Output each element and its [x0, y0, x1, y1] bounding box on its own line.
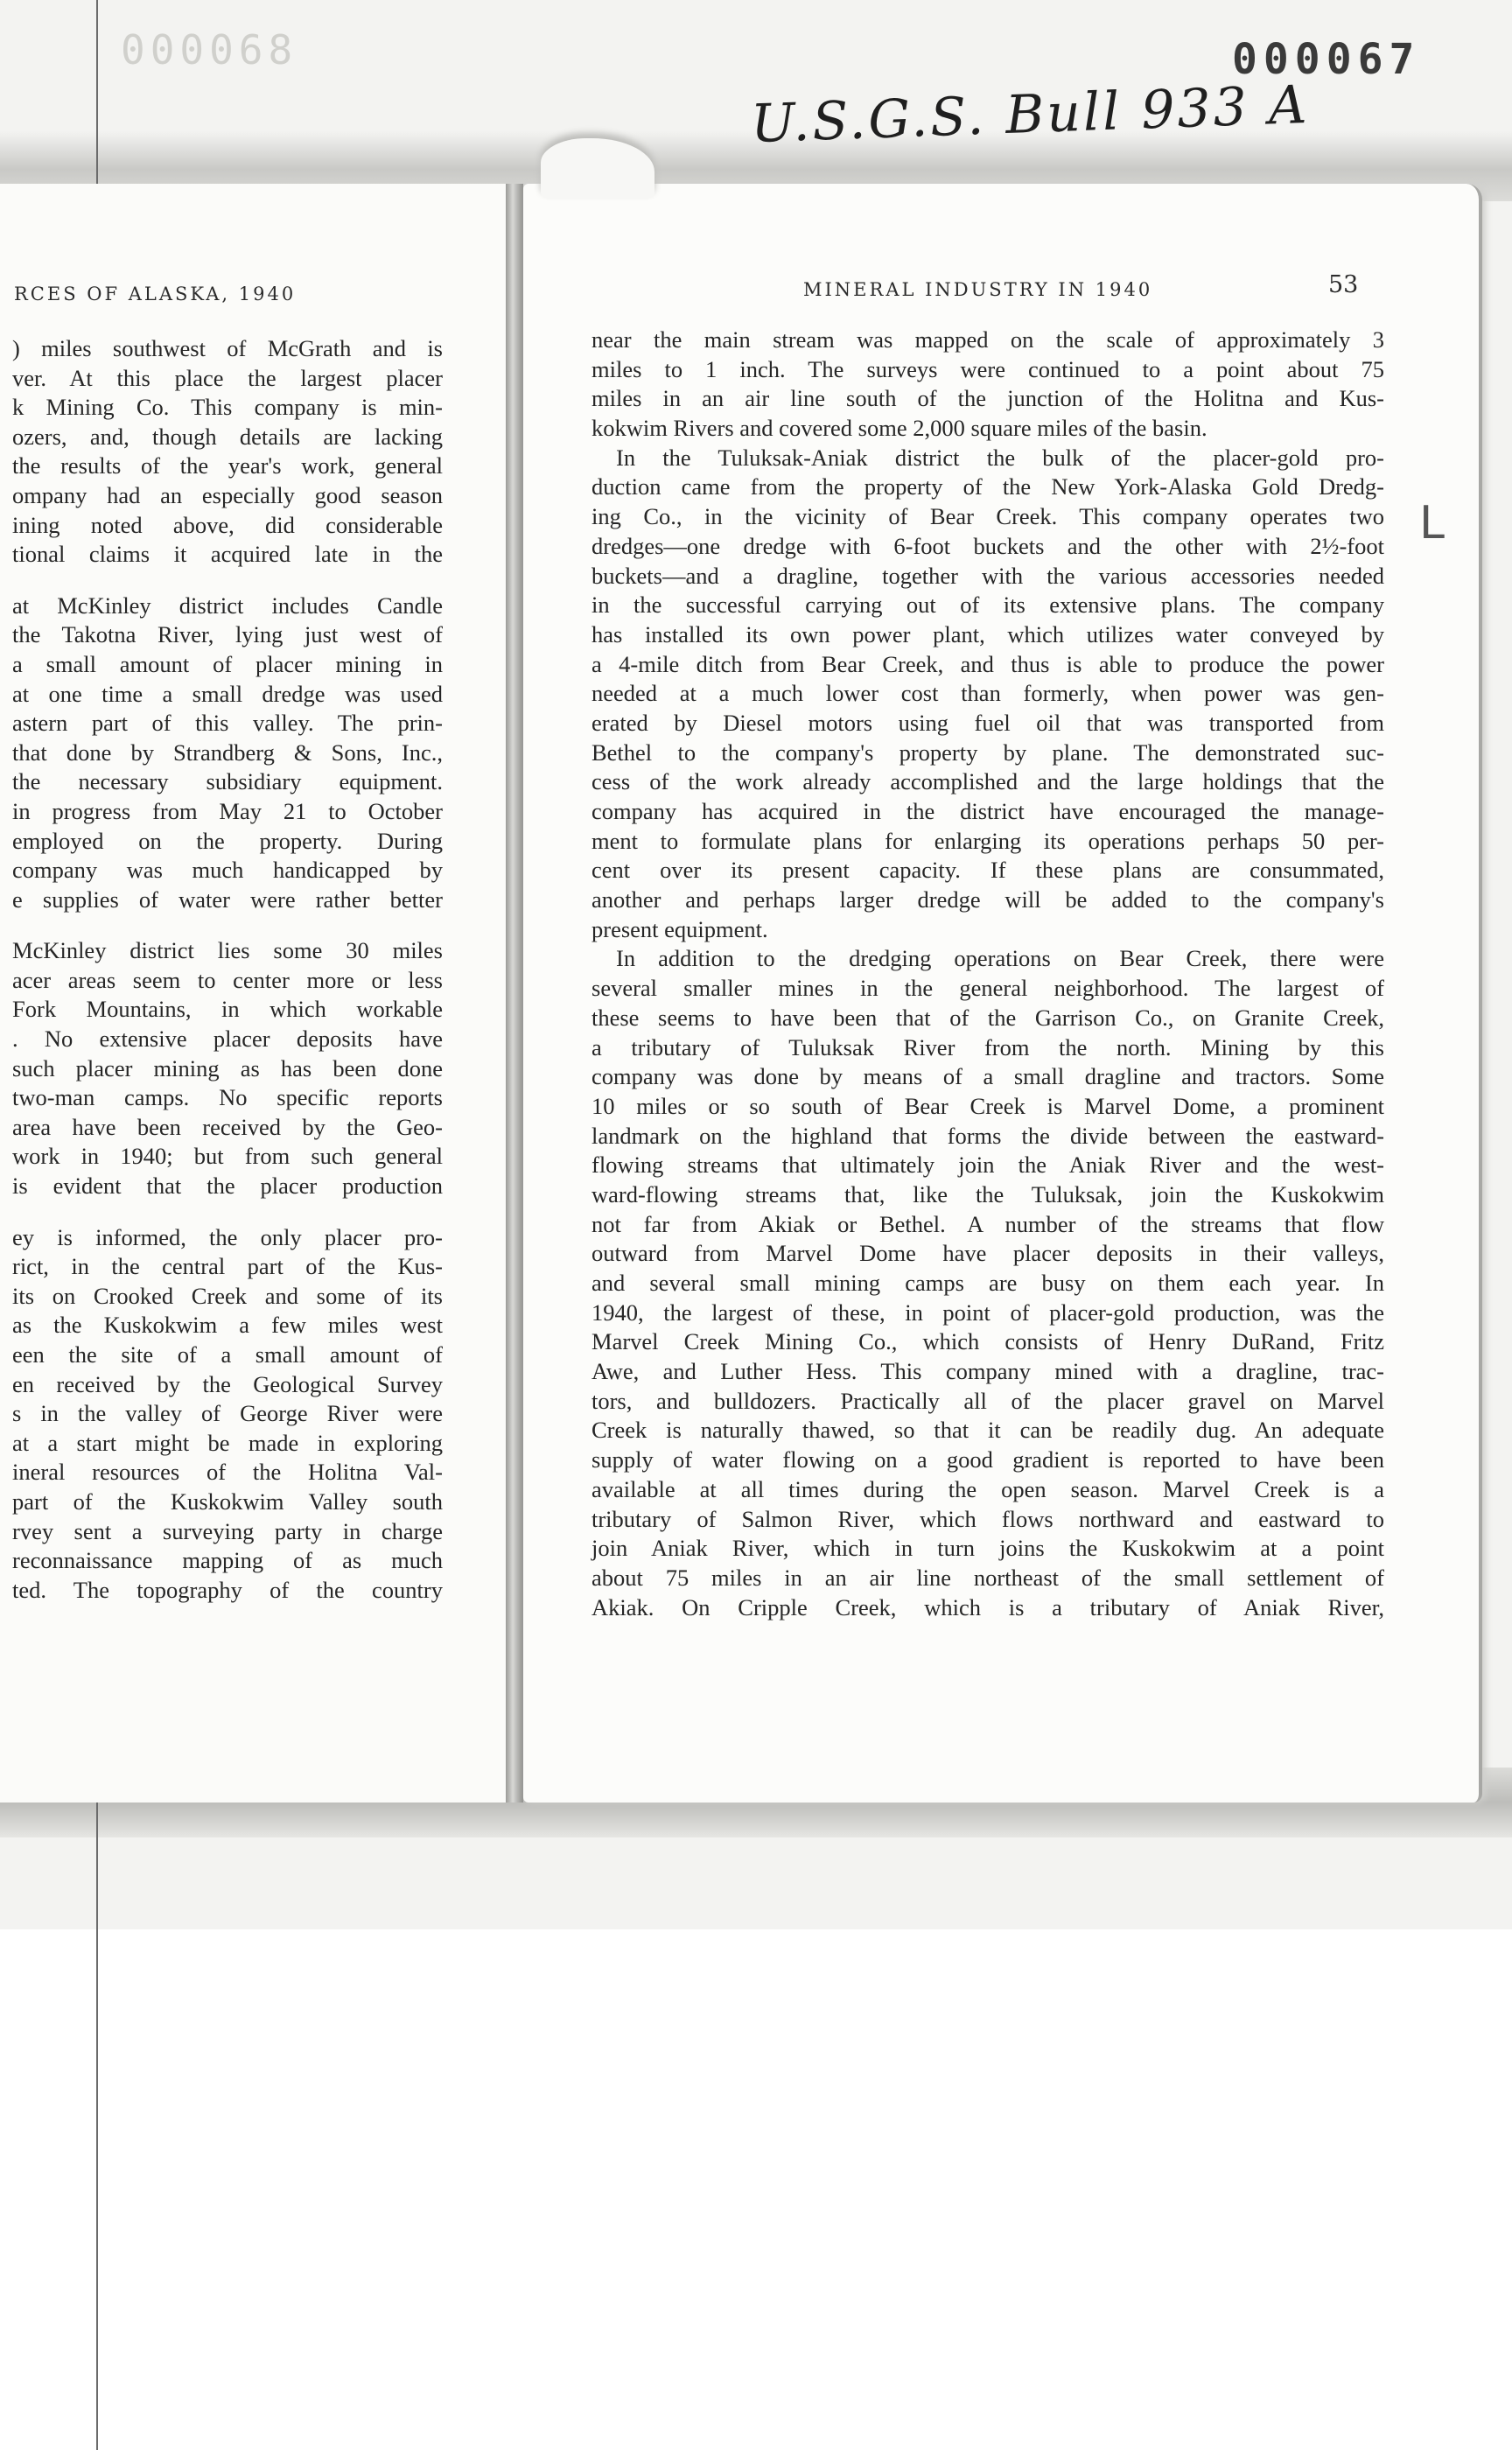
text-line: buckets—and a dragline, together with the various accessories needed	[592, 562, 1384, 589]
text-line: part of the Kuskokwim Valley south	[12, 1488, 443, 1515]
text-line: another and perhaps larger dredge will be added to the company's	[592, 886, 1384, 914]
text-line: s in the valley of George River were	[12, 1400, 443, 1427]
text-line: miles in an air line south of the junction of the Holitna and Kus-	[592, 385, 1384, 412]
text-line: duction came from the property of the New York-Alaska Gold Dredg-	[592, 473, 1384, 500]
text-line: several smaller mines in the general neighborhood. The largest of	[592, 975, 1384, 1002]
text-line: the results of the year's work, general	[12, 452, 443, 480]
text-line: ompany had an especially good season	[12, 481, 443, 508]
text-line: company was much handicapped by	[12, 857, 443, 884]
text-line: kokwim Rivers and covered some 2,000 square miles of the basin.	[592, 415, 1208, 442]
right-running-head: MINERAL INDUSTRY IN 1940	[803, 279, 1153, 300]
text-line: Marvel Creek Mining Co., which consists of Henry DuRand, Fritz	[592, 1328, 1384, 1355]
text-line: In addition to the dredging operations on Bear Creek, there were	[616, 945, 1384, 972]
text-line: the Takotna River, lying just west of	[12, 621, 443, 648]
text-line: rvey sent a surveying party in charge	[12, 1517, 443, 1544]
text-line: tional claims it acquired late in the	[12, 541, 443, 568]
stamp-number: 000067	[1232, 35, 1421, 84]
left-page-text	[12, 334, 443, 1605]
text-line: these seems to have been that of the Garrison Co., on Granite Creek,	[592, 1004, 1384, 1031]
text-line: ing Co., in the vicinity of Bear Creek. This company operates two	[592, 503, 1384, 530]
text-line: is evident that the placer production	[12, 1172, 443, 1200]
text-line: ver. At this place the largest placer	[12, 364, 443, 391]
text-line: such placer mining as has been done	[12, 1054, 443, 1082]
text-line: cess of the work already accomplished and the large holdings that the	[592, 768, 1384, 795]
text-line: at one time a small dredge was used	[12, 680, 443, 707]
text-line: Bethel to the company's property by plane. The demonstrated suc-	[592, 738, 1384, 766]
text-line: not far from Akiak or Bethel. A number of the streams that flow	[592, 1210, 1384, 1237]
book-gutter	[506, 184, 523, 1802]
text-line: flowing streams that ultimately join the Aniak River and the west-	[592, 1152, 1384, 1179]
text-line: employed on the property. During	[12, 827, 443, 854]
text-line: 10 miles or so south of Bear Creek is Marvel Dome, a prominent	[592, 1092, 1384, 1119]
text-line: k Mining Co. This company is min-	[12, 394, 443, 421]
text-line: the necessary subsidiary equipment.	[12, 768, 443, 795]
text-line: a 4-mile ditch from Bear Creek, and thus is able to produce the power	[592, 650, 1384, 677]
text-line: that done by Strandberg & Sons, Inc.,	[12, 738, 443, 766]
text-line: landmark on the highland that forms the divide between the eastward-	[592, 1122, 1384, 1149]
right-page-text	[592, 326, 1384, 1622]
text-line: tors, and bulldozers. Practically all of the placer gravel on Marvel	[592, 1387, 1384, 1414]
text-line: Creek is naturally thawed, so that it can be readily dug. An adequate	[592, 1417, 1384, 1444]
page-number: 53	[1328, 271, 1359, 298]
text-line: miles to 1 inch. The surveys were continued to a point about 75	[592, 355, 1384, 382]
text-line: has installed its own power plant, which utilizes water conveyed by	[592, 620, 1384, 648]
text-line: rict, in the central part of the Kus-	[12, 1253, 443, 1280]
text-line: en received by the Geological Survey	[12, 1370, 443, 1397]
text-line: at a start might be made in exploring	[12, 1429, 443, 1456]
text-line: area have been received by the Geo-	[12, 1113, 443, 1140]
text-line: work in 1940; but from such general	[12, 1143, 443, 1170]
text-line: ted. The topography of the country	[12, 1576, 443, 1603]
text-line: e supplies of water were rather better	[12, 886, 443, 913]
text-line: ining noted above, did considerable	[12, 511, 443, 538]
text-line: in progress from May 21 to October	[12, 797, 443, 824]
text-line: Akiak. On Cripple Creek, which is a tributary of Aniak River,	[592, 1593, 1384, 1620]
text-line: ineral resources of the Holitna Val-	[12, 1459, 443, 1486]
margin-mark: L	[1419, 497, 1445, 550]
text-line: as the Kuskokwim a few miles west	[12, 1312, 443, 1339]
text-line: ward-flowing streams that, like the Tuluksak, join the Kuskokwim	[592, 1180, 1384, 1208]
text-line: ozers, and, though details are lacking	[12, 423, 443, 450]
text-line: tributary of Salmon River, which flows northward and eastward to	[592, 1505, 1384, 1532]
text-line: at McKinley district includes Candle	[12, 592, 443, 619]
text-line: ey is informed, the only placer pro-	[12, 1223, 443, 1250]
text-line: outward from Marvel Dome have placer deposits in their valleys,	[592, 1240, 1384, 1267]
text-line: dredges—one dredge with 6-foot buckets and the other with 2½-foot	[592, 532, 1384, 559]
text-line: ) miles southwest of McGrath and is	[12, 335, 443, 361]
text-line: McKinley district lies some 30 miles	[12, 937, 443, 964]
text-line: available at all times during the open season. Marvel Creek is a	[592, 1475, 1384, 1502]
text-line: needed at a much lower cost than formerly, when power was gen-	[592, 680, 1384, 707]
text-line: reconnaissance mapping of as much	[12, 1547, 443, 1574]
text-line: a tributary of Tuluksak River from the north. Mining by this	[592, 1033, 1384, 1060]
left-running-head: RCES OF ALASKA, 1940	[14, 284, 297, 304]
text-line: astern part of this valley. The prin-	[12, 710, 443, 737]
text-line: een the site of a small amount of	[12, 1341, 443, 1368]
text-line: company was done by means of a small dragline and tractors. Some	[592, 1063, 1384, 1090]
faint-stamp-number: 000068	[121, 26, 298, 74]
text-line: In the Tuluksak-Aniak district the bulk of the placer-gold pro-	[616, 444, 1384, 471]
text-line: and several small mining camps are busy on them each year. In	[592, 1270, 1384, 1296]
text-line: Fork Mountains, in which workable	[12, 996, 443, 1023]
text-line: join Aniak River, which in turn joins the Kuskokwim at a point	[592, 1535, 1384, 1562]
text-line: present equipment.	[592, 915, 768, 942]
text-line: near the main stream was mapped on the scale of approximately 3	[592, 326, 1384, 353]
text-line: erated by Diesel motors using fuel oil that was transported from	[592, 709, 1384, 736]
text-line: cent over its present capacity. If these plans are consummated,	[592, 857, 1384, 884]
text-line: a small amount of placer mining in	[12, 650, 443, 677]
text-line: company has acquired in the district have encouraged the manage-	[592, 798, 1384, 824]
text-line: acer areas seem to center more or less	[12, 966, 443, 993]
text-line: two-man camps. No specific reports	[12, 1084, 443, 1111]
handwritten-reference: U.S.G.S. Bull 933 A	[749, 74, 1311, 156]
text-line: its on Crooked Creek and some of its	[12, 1282, 443, 1309]
text-line: in the successful carrying out of its extensive plans. The company	[592, 592, 1384, 619]
text-line: supply of water flowing on a good gradient is reported to have been	[592, 1446, 1384, 1474]
text-line: ment to formulate plans for enlarging its operations perhaps 50 per-	[592, 827, 1384, 854]
text-line: . No extensive placer deposits have	[12, 1026, 443, 1053]
text-line: about 75 miles in an air line northeast of the small settlement of	[592, 1564, 1384, 1591]
text-line: 1940, the largest of these, in point of placer-gold production, was the	[592, 1298, 1384, 1326]
text-line: Awe, and Luther Hess. This company mined with a dragline, trac-	[592, 1358, 1384, 1385]
